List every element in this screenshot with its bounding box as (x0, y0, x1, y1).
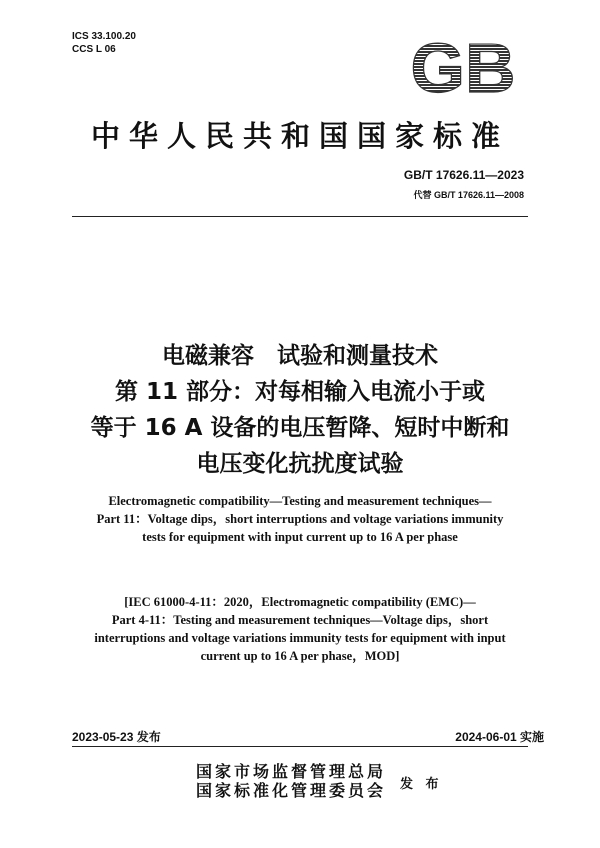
issuing-authorities (196, 762, 386, 800)
top-divider (72, 216, 528, 217)
adoption-reference (60, 593, 540, 665)
classification-codes (72, 30, 136, 56)
english-title-line: Part 11：Voltage dips，short interruptions and voltage variations immunity (96, 512, 504, 526)
standard-number: GB/T 17626.11—2023 (403, 168, 524, 182)
issuer-line: 国家标准化管理委员会 (196, 781, 387, 800)
adoption-line: interruptions and voltage variations immunity tests for equipment with input (94, 631, 506, 645)
implementation-date: 2024-06-01 实施 (455, 730, 544, 744)
publish-label: 发 布 (400, 777, 443, 792)
ics-code: ICS 33.100.20 (72, 31, 136, 42)
replaces-standard: 代替 GB/T 17626.11—2008 (413, 190, 524, 200)
chinese-title-line: 电压变化抗扰度试验 (196, 451, 404, 477)
national-standard-title: 中华人民共和国国家标准 (90, 119, 509, 153)
chinese-title-line: 电磁兼容 试验和测量技术 (162, 343, 438, 369)
issue-date: 2023-05-23 发布 (72, 730, 161, 744)
bottom-divider (72, 746, 528, 747)
english-title-line: Electromagnetic compatibility—Testing and measurement techniques— (108, 494, 492, 508)
chinese-title (0, 338, 600, 482)
logo-text: GB (410, 36, 516, 96)
chinese-title-line: 第 11 部分：对每相输入电流小于或 (114, 379, 486, 405)
issuer-line: 国家市场监督管理总局 (196, 762, 387, 781)
gb-logo (400, 36, 526, 96)
english-title-line: tests for equipment with input current up to 16 A per phase (142, 530, 458, 544)
adoption-line: [IEC 61000-4-11：2020，Electromagnetic compatibility (EMC)— (124, 595, 476, 609)
english-title (60, 492, 540, 546)
chinese-title-line: 等于 16 A 设备的电压暂降、短时中断和 (90, 415, 510, 441)
ccs-code: CCS L 06 (72, 44, 116, 55)
adoption-line: Part 4-11：Testing and measurement techniques—Voltage dips，short (111, 613, 489, 627)
adoption-line: current up to 16 A per phase，MOD] (200, 649, 400, 663)
